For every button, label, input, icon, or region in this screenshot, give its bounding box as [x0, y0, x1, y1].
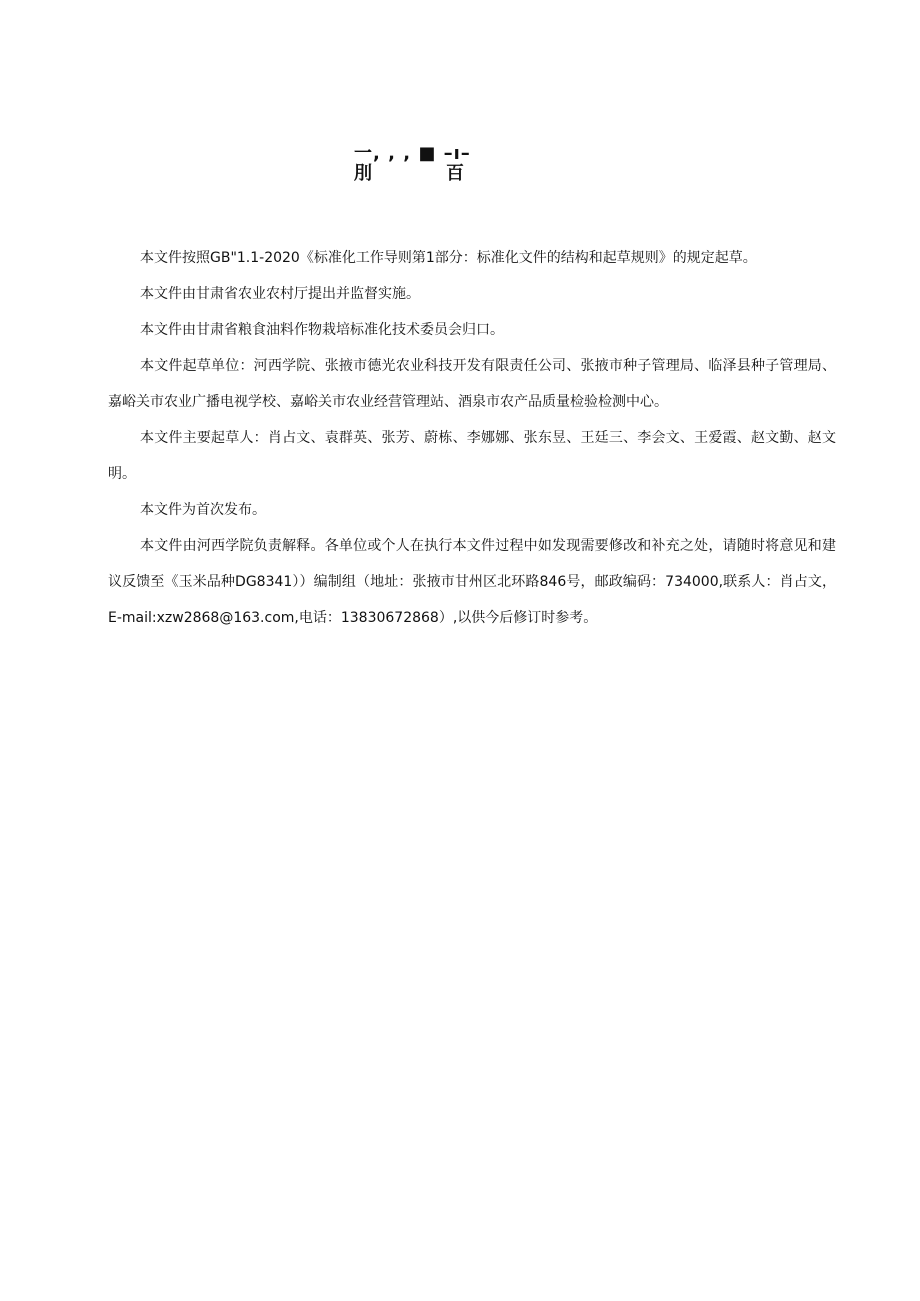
paragraph-first-release: 本文件为首次发布。: [140, 502, 266, 518]
paragraph-drafters: 本文件主要起草人：肖占文、袁群英、张芳、蔚栋、李娜娜、张东昱、王廷三、李会文、王爱霞、赵文勤、赵文明。: [108, 430, 836, 482]
paragraph-proposer: 本文件由甘肃省农业农村厅提出并监督实施。: [140, 286, 420, 302]
paragraph-drafting-units: 本文件起草单位：河西学院、张掖市德光农业科技开发有限责任公司、张掖市种子管理局、临泽县种子管理局、嘉峪关市农业广播电视学校、嘉峪关市农业经营管理站、酒泉市农产品质量检验检测中心。: [108, 358, 836, 410]
paragraph-committee: 本文件由甘肃省粮食油料作物栽培标准化技术委员会归口。: [140, 322, 504, 338]
paragraph-interpretation: 本文件由河西学院负责解释。各单位或个人在执行本文件过程中如发现需要修改和补充之处，请随时将意见和建议反馈至《玉米品种DG8341））编制组（地址：张掖市甘州区北环路846号，邮政编码：734000,联系人：肖占文，E-mail:xzw2868@163.com,电话：13830672868）,以供今后修订时参考。: [108, 538, 836, 626]
heading-garbled-line: 一, , , ■ –ı–: [354, 143, 471, 164]
heading-char-right: 百: [446, 163, 464, 184]
foreword-body: [108, 240, 836, 636]
paragraph-drafting-rules: 本文件按照GB"1.1-2020《标准化工作导则第1部分：标准化文件的结构和起草规则》的规定起草。: [140, 250, 757, 266]
heading-title: [354, 162, 464, 186]
heading-char-left: 刖: [354, 163, 372, 184]
